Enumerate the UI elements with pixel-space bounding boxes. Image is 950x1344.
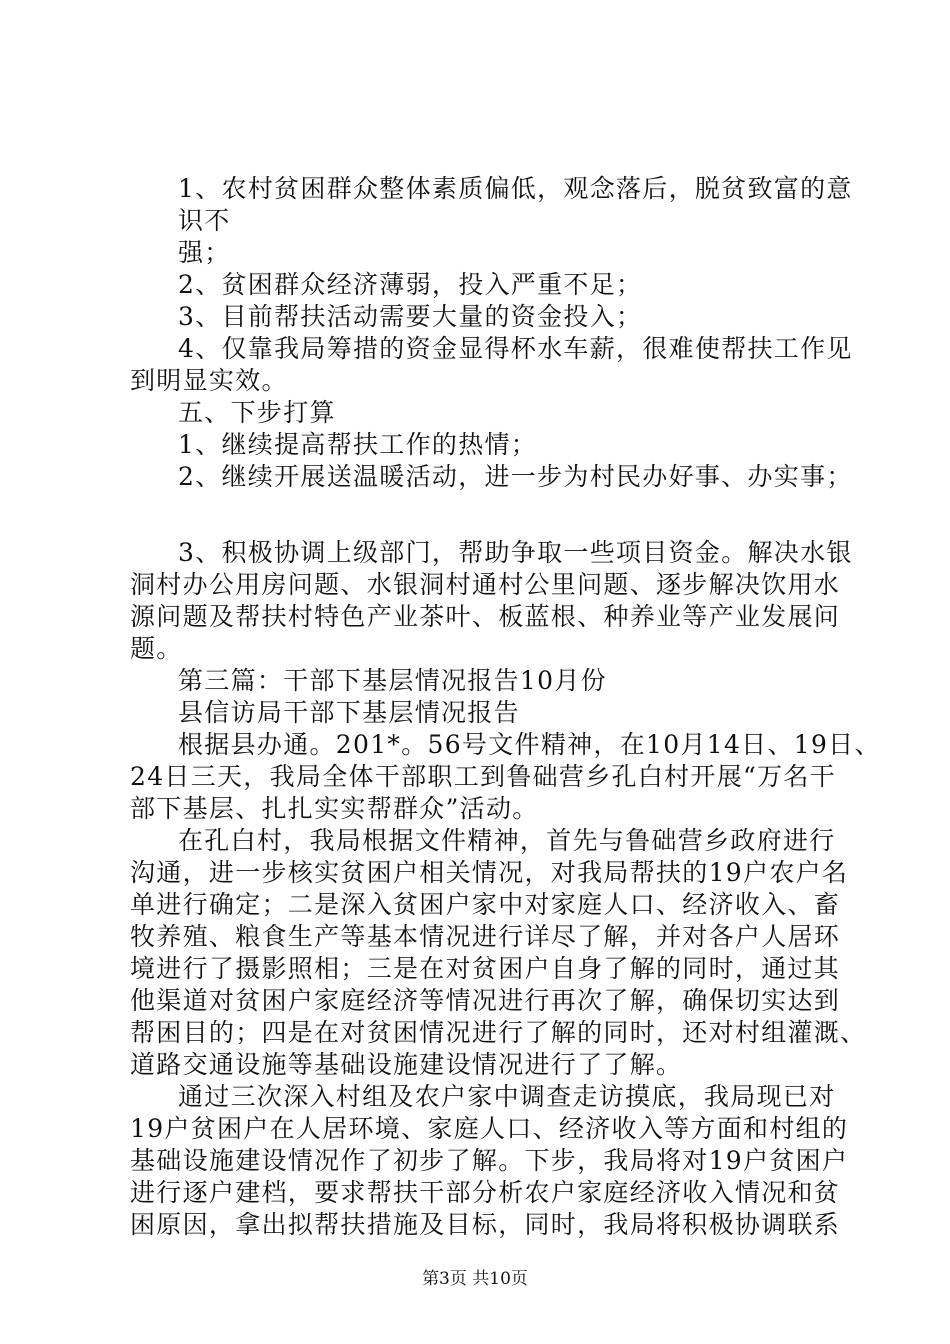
text-line: 单进行确定；二是深入贫困户家中对家庭人口、经济收入、畜 (130, 890, 841, 919)
text-line: 帮困目的；四是在对贫困情况进行了解的同时，还对村组灌溉、 (130, 1018, 867, 1047)
text-line: 部下基层、扎扎实实帮群众”活动。 (130, 794, 539, 823)
text-line: 题。 (130, 634, 183, 663)
text-line: 洞村办公用房问题、水银洞村通村公里问题、逐步解决饮用水 (130, 570, 841, 599)
text-line: 道路交通设施等基础设施建设情况进行了了解。 (130, 1050, 683, 1079)
text-line: 3、目前帮扶活动需要大量的资金投入； (178, 302, 643, 331)
chapter-heading: 第三篇：干部下基层情况报告10月份 (178, 666, 607, 695)
text-line: 3、积极协调上级部门，帮助争取一些项目资金。解决水银 (178, 538, 853, 567)
text-line: 境进行了摄影照相；三是在对贫困户自身了解的同时，通过其 (130, 954, 841, 983)
section-heading: 五、下步打算 (178, 398, 336, 427)
page-number-footer: 第3页 共10页 (422, 1269, 528, 1289)
text-line: 他渠道对贫困户家庭经济等情况进行再次了解，确保切实达到 (130, 986, 841, 1015)
text-line: 19户贫困户在人居环境、家庭人口、经济收入等方面和村组的 (130, 1114, 849, 1143)
document-body (130, 173, 881, 1241)
text-line: 通过三次深入村组及农户家中调查走访摸底，我局现已对 (178, 1082, 836, 1111)
text-line: 4、仅靠我局筹措的资金显得杯水车薪，很难使帮扶工作见 (178, 334, 853, 363)
text-line: 牧养殖、粮食生产等基本情况进行详尽了解，并对各户人居环 (130, 922, 841, 951)
text-line: 24日三天，我局全体干部职工到鲁础营乡孔白村开展“万名干 (130, 762, 836, 791)
text-line: 到明显实效。 (130, 366, 288, 395)
text-line: 在孔白村，我局根据文件精神，首先与鲁础营乡政府进行 (178, 826, 836, 855)
text-line: 强； (178, 238, 231, 267)
text-line: 1、农村贫困群众整体素质偏低，观念落后，脱贫致富的意 (178, 174, 853, 203)
text-line: 进行逐户建档，要求帮扶干部分析农户家庭经济收入情况和贫 (130, 1178, 841, 1207)
report-title: 县信访局干部下基层情况报告 (178, 698, 520, 727)
text-line: 沟通，进一步核实贫困户相关情况，对我局帮扶的19户农户名 (130, 858, 849, 887)
text-line: 2、贫困群众经济薄弱，投入严重不足； (178, 270, 643, 299)
text-line: 源问题及帮扶村特色产业茶叶、板蓝根、种养业等产业发展问 (130, 602, 841, 631)
text-line: 困原因，拿出拟帮扶措施及目标，同时，我局将积极协调联系 (130, 1210, 841, 1239)
text-line: 2、继续开展送温暖活动，进一步为村民办好事、办实事； (178, 462, 853, 491)
text-line: 识不 (178, 206, 231, 235)
text-line: 基础设施建设情况作了初步了解。下步，我局将对19户贫困户 (130, 1146, 849, 1175)
text-line: 1、继续提高帮扶工作的热情； (178, 430, 538, 459)
text-line: 根据县办通。201*。56号文件精神，在10月14日、19日、 (178, 730, 881, 759)
